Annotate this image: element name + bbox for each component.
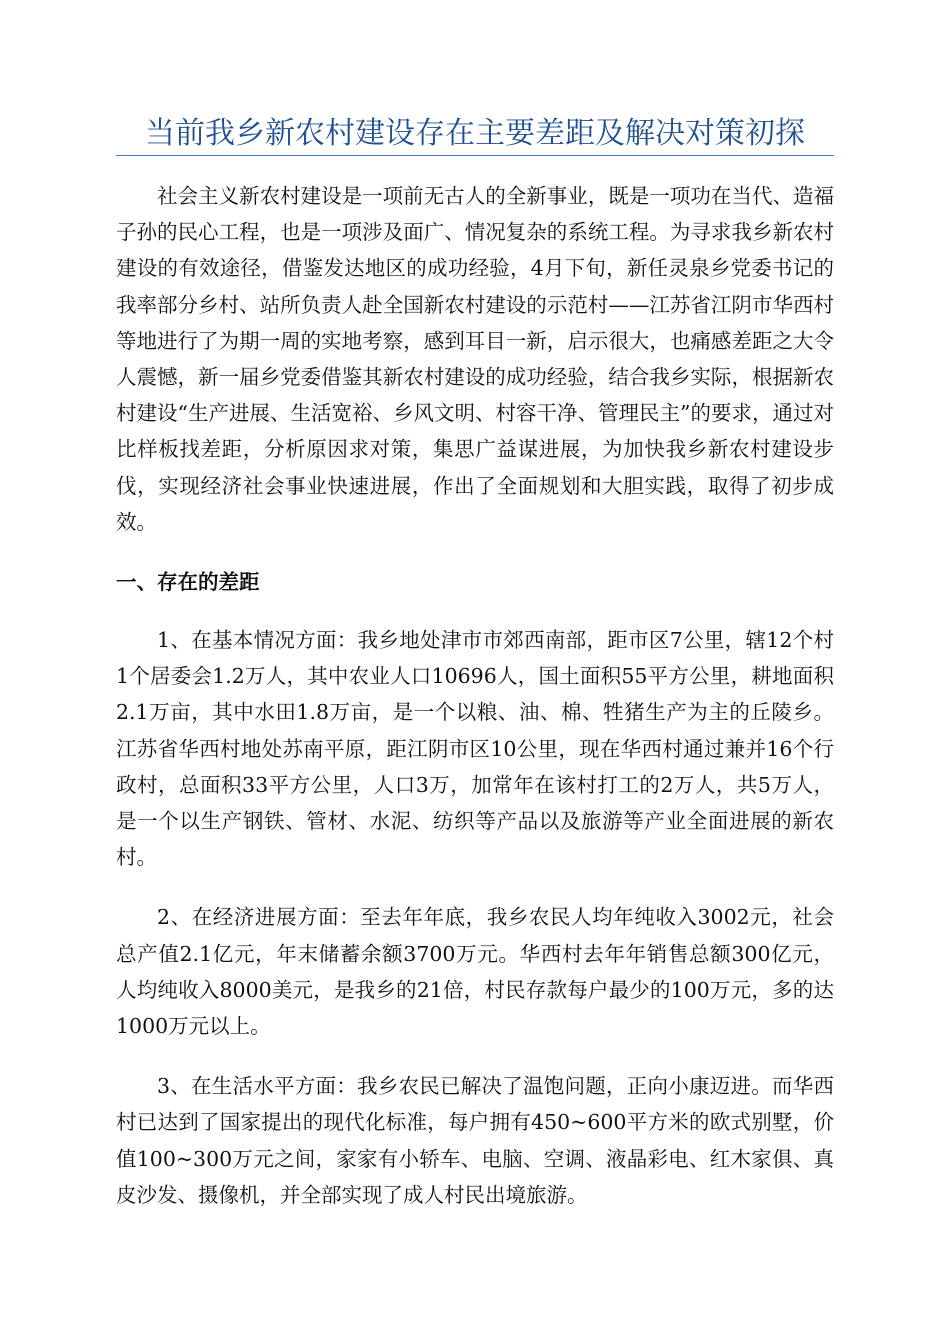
economic-development-paragraph: 2、在经济进展方面：至去年年底，我乡农民人均年纯收入3002元，社会总产值2.1亿元，年末储蓄余额3700万元。华西村去年年销售总额300亿元，人均纯收入8000美元，是我乡的21倍，村民存款每户最少的100万元，多的达1000万元以上。 [116,905,834,1039]
document-title: 当前我乡新农村建设存在主要差距及解决对策初探 [145,116,805,151]
title-underline [116,155,834,156]
document-body [116,178,834,1237]
intro-paragraph: 社会主义新农村建设是一项前无古人的全新事业，既是一项功在当代、造福子孙的民心工程，也是一项涉及面广、情况复杂的系统工程。为寻求我乡新农村建设的有效途径，借鉴发达地区的成功经验，4月下旬，新任灵泉乡党委书记的我率部分乡村、站所负责人赴全国新农村建设的示范村——江苏省江阴市华西村等地进行了为期一周的实地考察，感到耳目一新，启示很大，也痛感差距之大令人震憾，新一届乡党委借鉴其新农村建设的成功经验，结合我乡实际，根据新农村建设“生产进展、生活宽裕、乡风文明、村容干净、管理民主”的要求，通过对比样板找差距，分析原因求对策，集思广益谋进展，为加快我乡新农村建设步伐，实现经济社会事业快速进展，作出了全面规划和大胆实践，取得了初步成效。 [116,184,834,534]
section-heading: 一、存在的差距 [116,570,260,595]
basic-situation-paragraph: 1、在基本情况方面：我乡地处津市市郊西南部，距市区7公里，辖12个村1个居委会1.2万人，其中农业人口10696人，国土面积55平方公里，耕地面积2.1万亩，其中水田1.8万亩，是一个以粮、油、棉、牲猪生产为主的丘陵乡。江苏省华西村地处苏南平原，距江阴市区10公里，现在华西村通过兼并16个行政村，总面积33平方公里，人口3万，加常年在该村打工的2万人，共5万人，是一个以生产钢铁、管材、水泥、纺织等产品以及旅游等产业全面进展的新农村。 [116,628,834,870]
living-standard-paragraph: 3、在生活水平方面：我乡农民已解决了温饱问题，正向小康迈进。而华西村已达到了国家提出的现代化标准，每户拥有450~600平方米的欧式别墅，价值100~300万元之间，家家有小轿车、电脑、空调、液晶彩电、红木家俱、真皮沙发、摄像机，并全部实现了成人村民出境旅游。 [116,1074,834,1207]
